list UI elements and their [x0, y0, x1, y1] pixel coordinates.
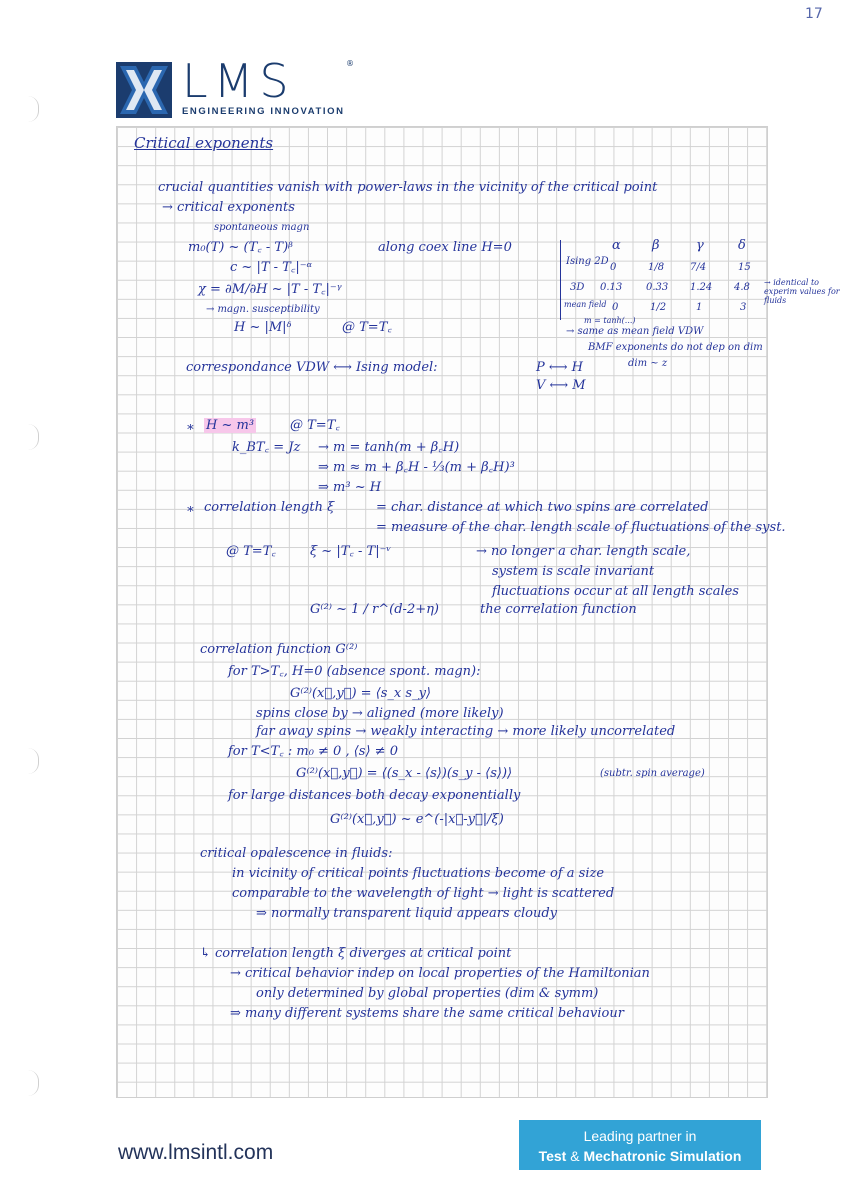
dim-note: dim ~ z: [628, 358, 668, 369]
table-cell: 7/4: [690, 262, 707, 273]
equation: G⁽²⁾(x⃗,y⃗) = ⟨(s_x - ⟨s⟩)(s_y - ⟨s⟩)⟩: [296, 766, 513, 781]
magn-susc-label: → magn. susceptibility: [206, 304, 320, 315]
equation: χ = ∂M/∂H ~ |T - T꜀|⁻ᵞ: [198, 282, 342, 297]
note-text: @ T=T꜀: [342, 320, 392, 335]
equation: ⇒ m³ ~ H: [318, 480, 382, 495]
note-text: only determined by global properties (dim & symm): [256, 986, 599, 1001]
same-note: → same as mean field VDW: [566, 326, 704, 337]
brand-name: LMS: [182, 54, 295, 108]
section-heading: correlation function G⁽²⁾: [200, 642, 358, 657]
equation: H ~ |M|ᵟ: [234, 320, 292, 335]
binder-hole: [28, 748, 39, 774]
equation: ⇒ m ≈ m + β꜀H - ⅓(m + β꜀H)³: [318, 460, 515, 475]
note-text: in vicinity of critical points fluctuations become of a size: [232, 866, 605, 881]
footer-banner: [519, 1120, 761, 1170]
note-text: comparable to the wavelength of light → light is scattered: [232, 886, 615, 901]
intro-line: → critical exponents: [162, 200, 295, 215]
corr-length-label: correlation length ξ: [204, 500, 335, 515]
binder-hole: [28, 96, 39, 122]
note-text: spins close by → aligned (more likely): [256, 706, 504, 721]
identical-note: → identical to experim values for fluids: [764, 278, 840, 305]
note-text: ↳ correlation length ξ diverges at critical point: [200, 946, 512, 961]
table-cell: 1: [696, 302, 703, 313]
table-cell: 0: [610, 262, 617, 273]
note-text: system is scale invariant: [492, 564, 655, 579]
note-text: ⇒ many different systems share the same critical behaviour: [230, 1006, 624, 1021]
equation: G⁽²⁾ ~ 1 / r^(d-2+η): [310, 602, 439, 617]
banner-amp: &: [566, 1148, 584, 1164]
mft-note: m = tanh(...): [584, 316, 636, 325]
table-row-label: mean field: [564, 300, 607, 309]
correspondance-row: P ⟷ H: [536, 360, 583, 375]
bmf-note: BMF exponents do not dep on dim: [588, 342, 763, 353]
table-cell: 1/2: [650, 302, 667, 313]
registered-mark: ®: [346, 59, 354, 68]
note-text: (subtr. spin average): [600, 768, 705, 779]
section-heading: critical opalescence in fluids:: [200, 846, 393, 861]
correspondance-label: correspondance VDW ⟷ Ising model:: [186, 360, 438, 375]
note-text: far away spins → weakly interacting → more likely uncorrelated: [256, 724, 676, 739]
page-number: 17: [805, 6, 823, 22]
equation: k_BT꜀ = Jz: [232, 440, 301, 455]
table-cell: 1/8: [648, 262, 665, 273]
hm3-highlight: H ~ m³: [206, 418, 255, 433]
note-text: for T>T꜀, H=0 (absence spont. magn):: [228, 664, 481, 679]
note-text: along coex line H=0: [378, 240, 512, 255]
definition-line: = char. distance at which two spins are correlated: [376, 500, 709, 515]
note-text: for large distances both decay exponentially: [228, 788, 521, 803]
table-cell: 1.24: [690, 282, 713, 293]
table-header: γ: [696, 238, 704, 253]
table-header: α: [612, 238, 621, 253]
table-cell: 15: [738, 262, 751, 273]
table-cell: 0.13: [600, 282, 623, 293]
table-cell: 3: [740, 302, 747, 313]
notes-title: Critical exponents: [134, 134, 274, 152]
table-header: δ: [738, 238, 746, 253]
table-cell: 0: [612, 302, 619, 313]
note-text: fluctuations occur at all length scales: [492, 584, 739, 599]
intro-line: crucial quantities vanish with power-laws in the vicinity of the critical point: [158, 180, 658, 195]
note-text: ⇒ normally transparent liquid appears cloudy: [256, 906, 558, 921]
table-cell: 4.8: [734, 282, 750, 293]
table-row-label: 3D: [570, 282, 585, 293]
correspondance-row: V ⟷ M: [536, 378, 586, 393]
table-cell: 0.33: [646, 282, 669, 293]
hm3-label: [204, 418, 256, 433]
bullet-marker: ∗: [186, 420, 195, 435]
equation: → m = tanh(m + β꜀H): [318, 440, 460, 455]
banner-line: [519, 1146, 761, 1166]
equation: c ~ |T - T꜀|⁻ᵅ: [230, 260, 313, 275]
brand-tagline: ENGINEERING INNOVATION: [182, 106, 345, 117]
footer-url: www.lmsintl.com: [118, 1141, 274, 1164]
spont-magn-label: spontaneous magn: [214, 222, 310, 233]
banner-line: Leading partner in: [583, 1128, 697, 1144]
table-row-label: Ising 2D: [566, 256, 609, 267]
table-header: β: [652, 238, 660, 253]
bullet-marker: ∗: [186, 502, 195, 517]
equation: G⁽²⁾(x⃗,y⃗) = ⟨s_x s_y⟩: [290, 686, 431, 701]
note-text: → no longer a char. length scale,: [476, 544, 691, 559]
note-text: for T<T꜀ : m₀ ≠ 0 , ⟨s⟩ ≠ 0: [228, 744, 398, 759]
binder-hole: [28, 424, 39, 450]
banner-word: Test: [538, 1148, 567, 1164]
note-text: @ T=T꜀: [226, 544, 276, 559]
note-text: → critical behavior indep on local properties of the Hamiltonian: [230, 966, 650, 981]
note-text: @ T=T꜀: [290, 418, 340, 433]
banner-word: Mechatronic Simulation: [583, 1148, 742, 1164]
binder-hole: [28, 1070, 39, 1096]
equation: ξ ~ |T꜀ - T|⁻ᵛ: [310, 544, 392, 559]
definition-line: = measure of the char. length scale of fluctuations of the syst.: [376, 520, 786, 535]
note-text: the correlation function: [480, 602, 637, 617]
equation: m₀(T) ~ (T꜀ - T)ᵝ: [188, 240, 293, 255]
equation: G⁽²⁾(x⃗,y⃗) ~ e^(-|x⃗-y⃗|/ξ): [330, 812, 504, 827]
